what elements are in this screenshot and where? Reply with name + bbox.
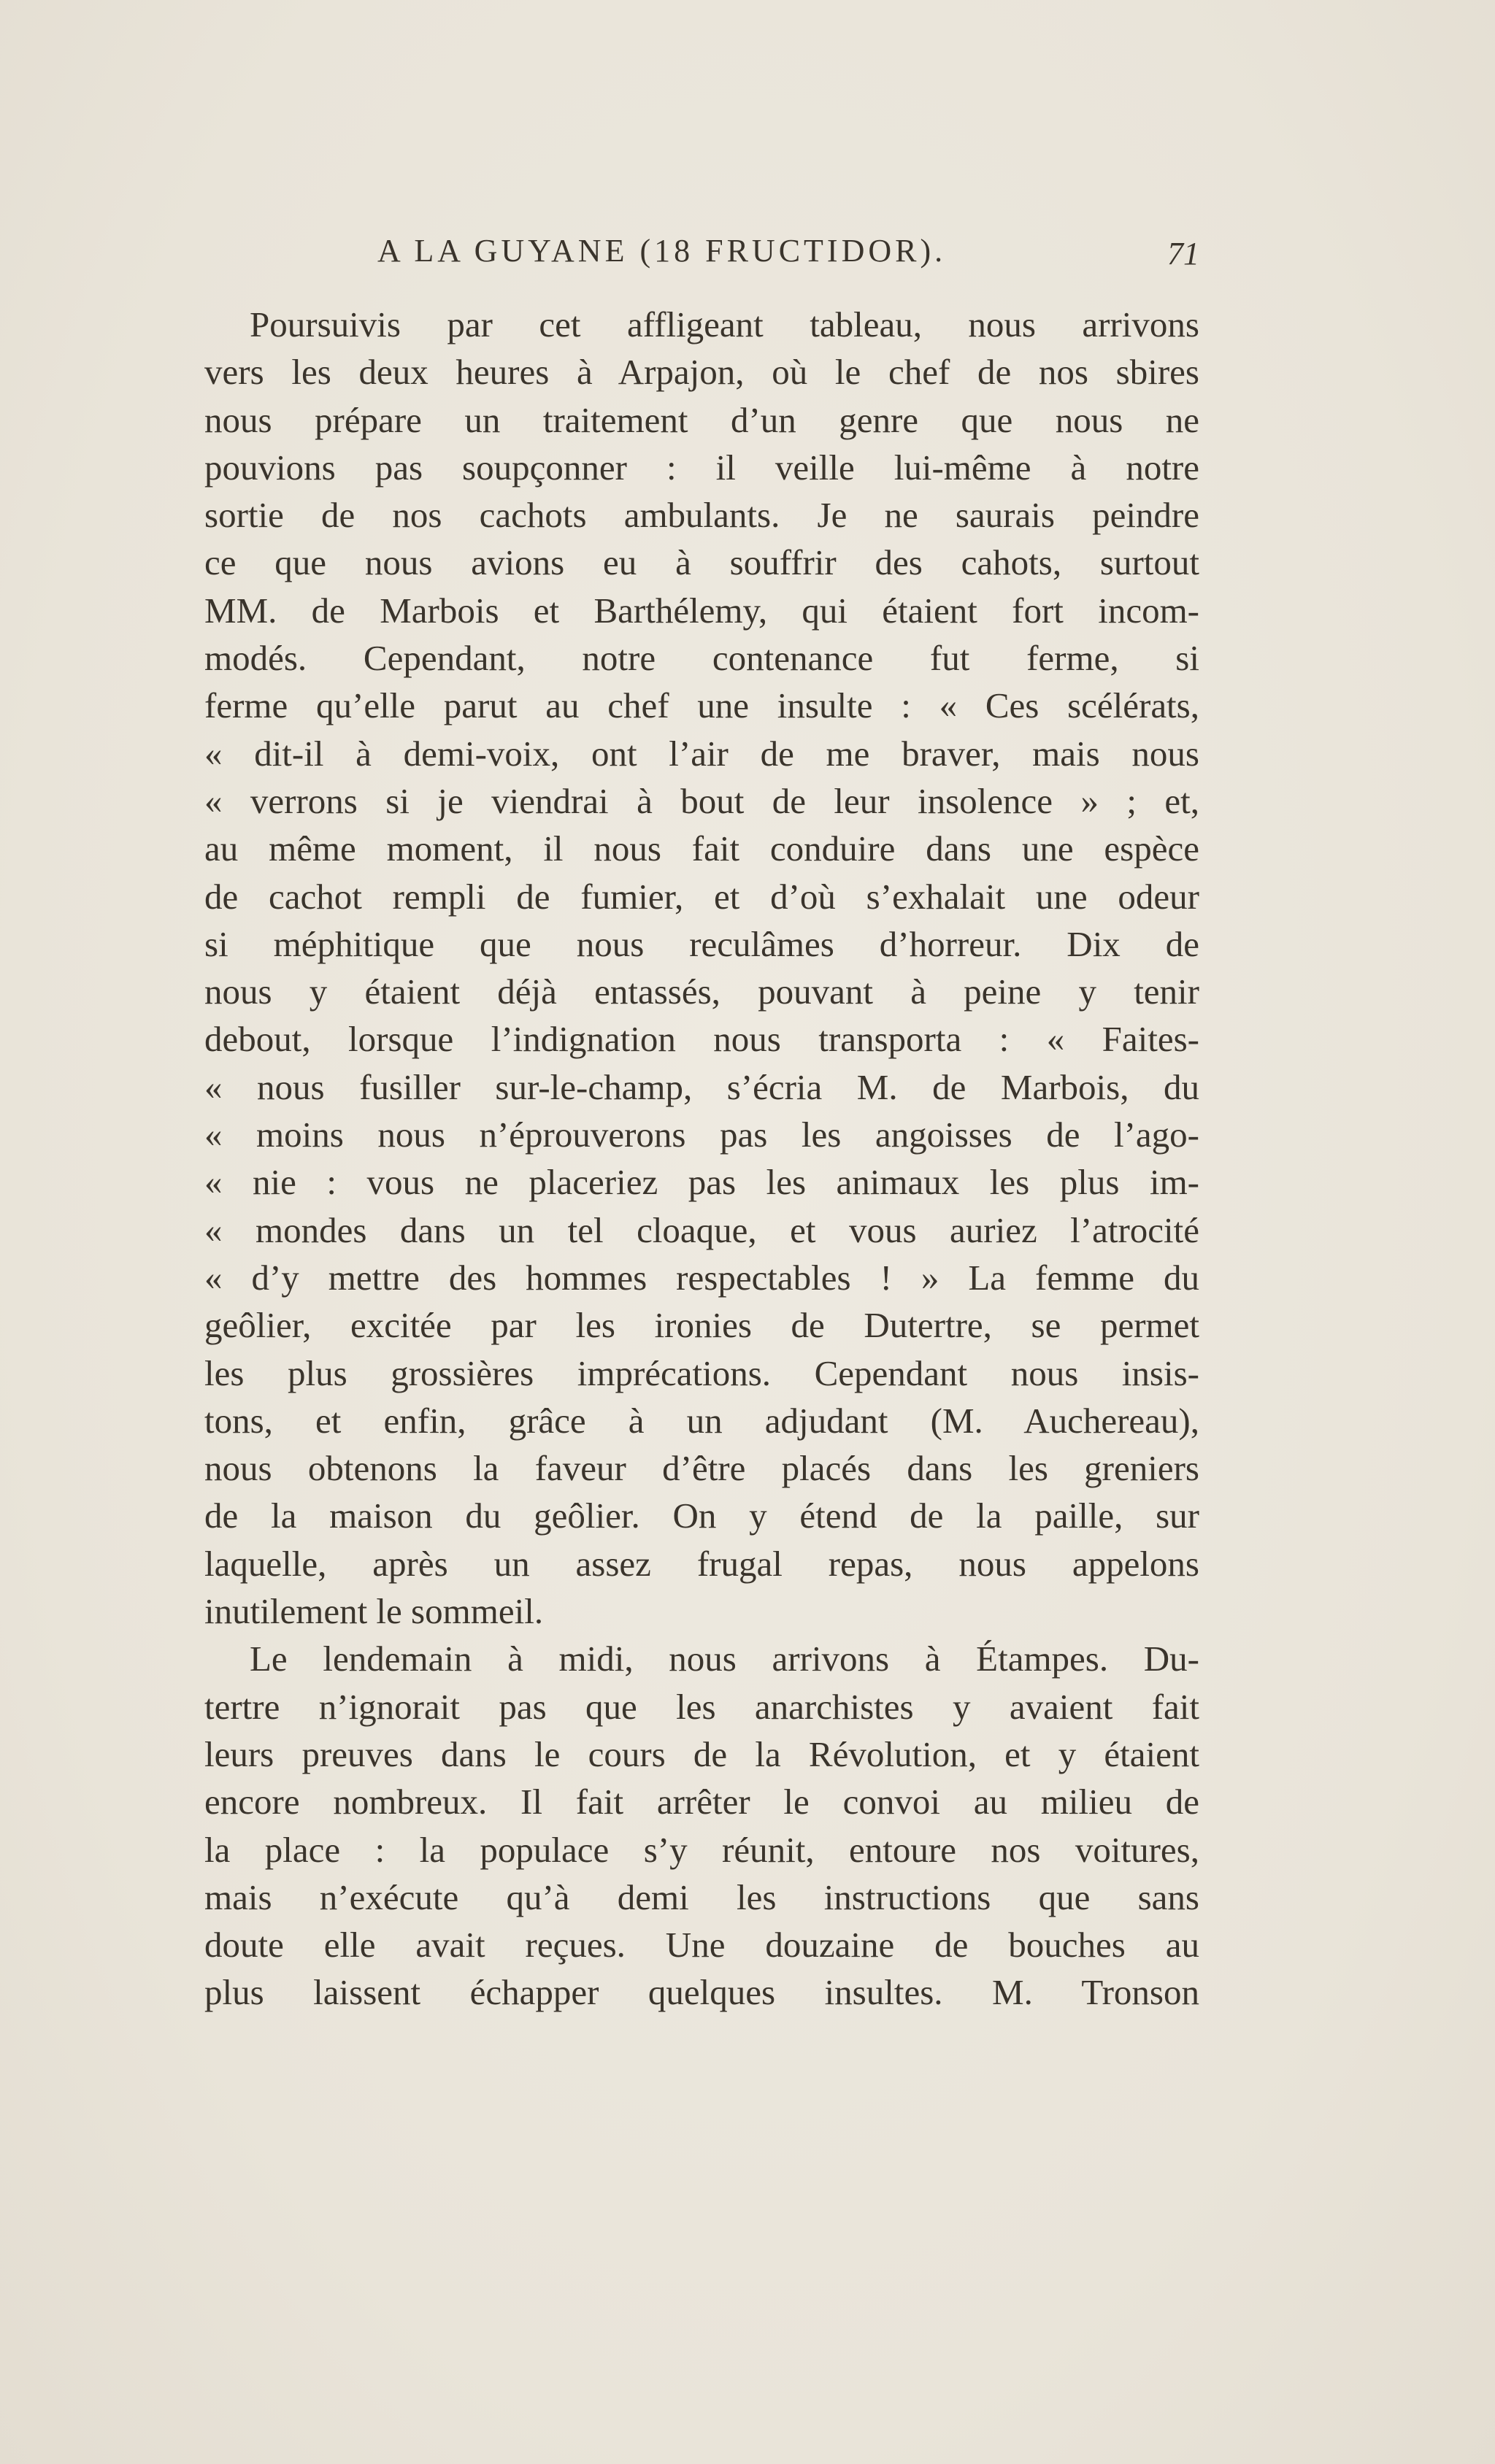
running-head [204, 232, 1199, 276]
text-line: « mondes dans un tel cloaque, et vous auriez l’atrocité [204, 1209, 1199, 1250]
text-line: pouvions pas soupçonner : il veille lui-même à notre [204, 447, 1199, 488]
text-line: encore nombreux. Il fait arrêter le convoi au milieu de [204, 1782, 1199, 1822]
text-line: modés. Cependant, notre contenance fut ferme, si [204, 638, 1199, 679]
text-line: nous obtenons la faveur d’être placés dans les greniers [204, 1448, 1199, 1489]
text-line: MM. de Marbois et Barthélemy, qui étaient fort incom- [204, 590, 1199, 631]
text-line: laquelle, après un assez frugal repas, nous appelons [204, 1543, 1199, 1584]
text-line: nous prépare un traitement d’un genre que nous ne [204, 399, 1199, 440]
text-line: de la maison du geôlier. On y étend de la paille, sur [204, 1495, 1199, 1536]
text-line: inutilement le sommeil. [204, 1591, 544, 1632]
text-line: mais n’exécute qu’à demi les instructions que sans [204, 1876, 1199, 1917]
text-line: la place : la populace s’y réunit, entoure nos voitures, [204, 1829, 1199, 1870]
running-head-title: A LA GUYANE (18 FRUCTIDOR). [377, 233, 947, 269]
text-line: ce que nous avions eu à souffrir des cahots, surtout [204, 542, 1199, 583]
text-line: doute elle avait reçues. Une douzaine de bouches au [204, 1925, 1199, 1966]
text-line: ferme qu’elle parut au chef une insulte : « Ces scélérats, [204, 685, 1199, 726]
text-line: au même moment, il nous fait conduire dans une espèce [204, 828, 1199, 869]
text-line: « d’y mettre des hommes respectables ! » La femme du [204, 1257, 1199, 1298]
text-line: sortie de nos cachots ambulants. Je ne saurais peindre [204, 495, 1199, 536]
text-line: « dit-il à demi-voix, ont l’air de me braver, mais nous [204, 733, 1199, 774]
text-line: « nie : vous ne placeriez pas les animaux les plus im- [204, 1162, 1199, 1203]
text-line: si méphitique que nous reculâmes d’horreur. Dix de [204, 923, 1199, 964]
text-line: Poursuivis par cet affligeant tableau, nous arrivons [250, 304, 1199, 344]
body-text [204, 301, 1199, 2017]
text-line: vers les deux heures à Arpajon, où le chef de nos sbires [204, 352, 1199, 393]
page-number: 71 [1167, 236, 1199, 272]
text-line: « nous fusiller sur-le-champ, s’écria M. de Marbois, du [204, 1066, 1199, 1107]
text-line: nous y étaient déjà entassés, pouvant à peine y tenir [204, 971, 1199, 1012]
text-line: tons, et enfin, grâce à un adjudant (M. Auchereau), [204, 1400, 1199, 1441]
text-line: debout, lorsque l’indignation nous transporta : « Faites- [204, 1019, 1199, 1060]
text-line: tertre n’ignorait pas que les anarchistes y avaient fait [204, 1686, 1199, 1727]
text-line: de cachot rempli de fumier, et d’où s’exhalait une odeur [204, 876, 1199, 917]
text-line: les plus grossières imprécations. Cependant nous insis- [204, 1352, 1199, 1393]
text-line: plus laissent échapper quelques insultes. M. Tronson [204, 1972, 1199, 2013]
text-line: « moins nous n’éprouverons pas les angoisses de l’ago- [204, 1114, 1199, 1155]
text-line: geôlier, excitée par les ironies de Dutertre, se permet [204, 1305, 1199, 1346]
text-line: leurs preuves dans le cours de la Révolution, et y étaient [204, 1733, 1199, 1774]
text-line: « verrons si je viendrai à bout de leur insolence » ; et, [204, 780, 1199, 821]
text-line: Le lendemain à midi, nous arrivons à Étampes. Du- [250, 1639, 1199, 1679]
